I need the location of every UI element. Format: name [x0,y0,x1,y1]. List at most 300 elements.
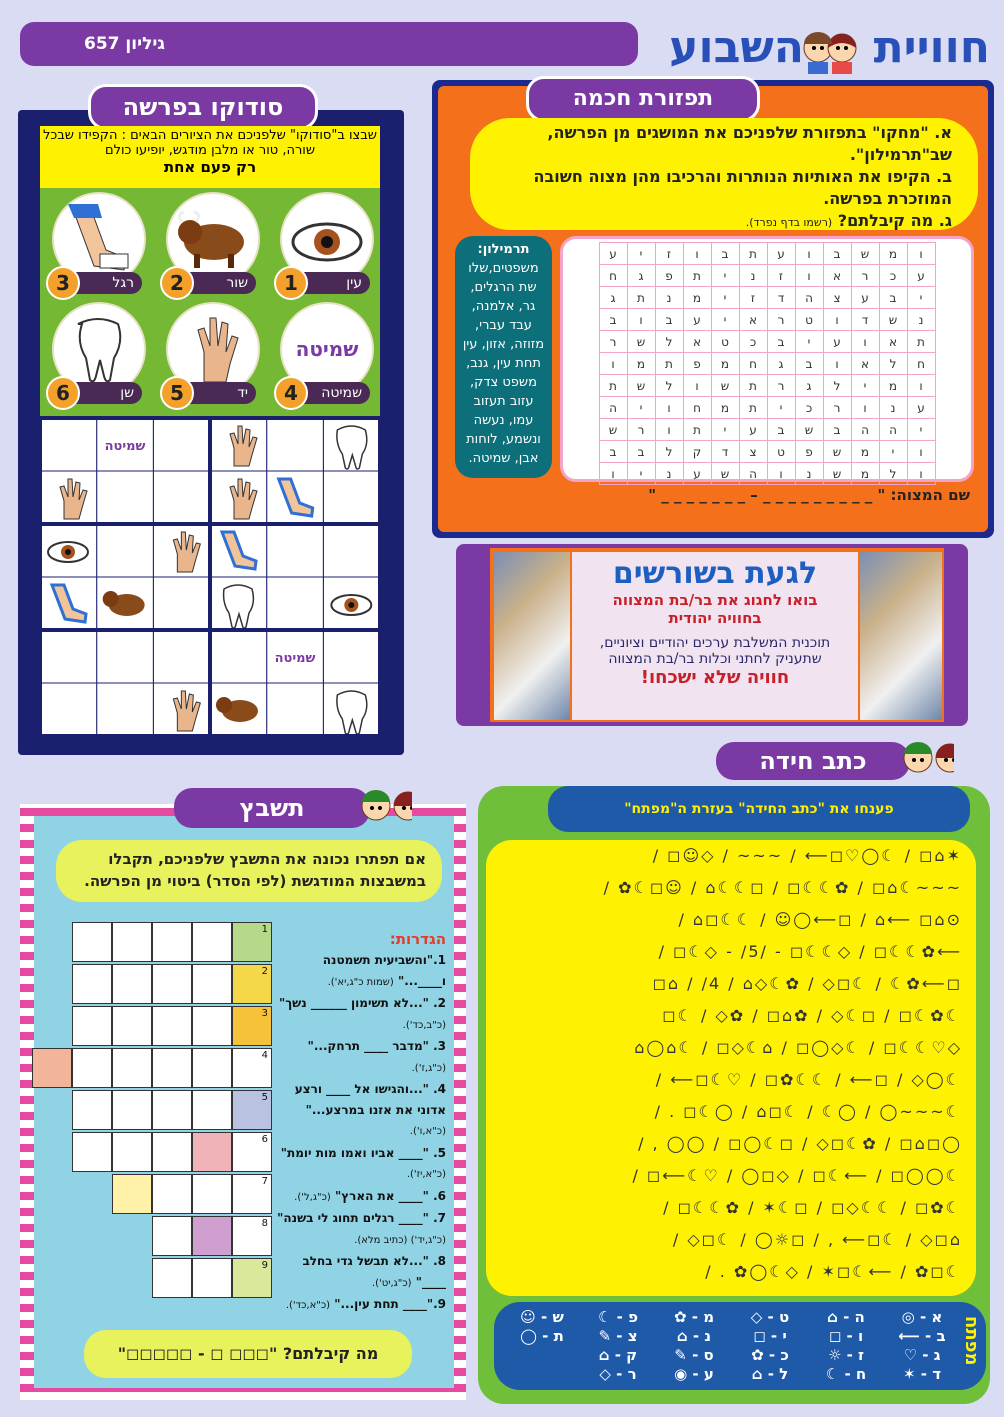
cipher-line: ⊙⌂◻ ⟵⌂ / ◻⟵◯☺ / ☾☾◻⌂ / [678,910,962,929]
wordsearch-cell[interactable]: א [683,331,711,353]
wordsearch-cell[interactable]: י [851,375,879,397]
sudoku-cell[interactable] [97,630,154,683]
key-entry: ס - ✎ [674,1346,714,1364]
logo-text-top: חוויית [873,22,990,73]
legend-number: 3 [46,266,80,300]
logo [660,12,990,84]
wordsearch-cell[interactable]: ב [879,287,907,309]
crossword-defs-title: הגדרות: [389,930,446,948]
wordsearch-cell[interactable]: י [879,441,907,463]
wordsearch-cell[interactable]: ר [823,397,851,419]
wordsearch-cell[interactable]: ו [823,309,851,331]
wordsearch-cell[interactable]: ת [739,243,767,265]
key-entry: ל - ⌂ [751,1365,789,1383]
wordsearch-cell[interactable]: ח [907,353,935,375]
def-ref: (כ"א,ו'). [409,1126,446,1137]
wordsearch-row [599,419,935,441]
crossword-cell[interactable] [152,1006,192,1046]
key-entry: צ - ✎ [598,1327,638,1345]
wordsearch-cell[interactable]: י [627,463,655,485]
crossword-cell[interactable] [192,964,232,1004]
sudoku-cell[interactable] [40,418,97,471]
def-ref: (כ"ג,ז'). [411,1062,446,1074]
wordsearch-cell[interactable]: י [627,243,655,265]
wordsearch-cell[interactable]: מ [683,287,711,309]
cell-number: 7 [261,1176,268,1187]
wordsearch-cell[interactable]: ד [767,287,795,309]
wordsearch-cell[interactable]: י [711,287,739,309]
sudoku-cell[interactable] [153,630,210,683]
ad-photo-right [860,552,942,720]
crossword-cell[interactable] [152,1090,192,1130]
wordsearch-cell[interactable]: ל [879,463,907,485]
def-ref: (שמות כ"ג,יא'). [327,976,394,988]
key-entry: א - ◎ [901,1308,943,1326]
wordsearch-cell[interactable]: מ [879,243,907,265]
wordsearch-row [599,375,935,397]
wordsearch-cell[interactable]: ו [907,463,935,485]
legend-item-ox [158,192,262,300]
ad-title: לגעת בשורשים [612,556,818,591]
crossword-cell[interactable] [152,1132,192,1172]
crossword-instructions: אם תפתרו נכונה את התשבץ שלפניכם, תקבלו במשבצות המודגשת (לפי הסדר) ביטוי מן הפרשה. [56,840,442,902]
cipher-key-label: מפתח [961,1316,982,1366]
cipher-line: ☾◻✿ / ⟵☾◻✶ / ◇☾◯✿ . / [705,1262,962,1281]
sudoku-shmita-text: שמיטה [104,439,146,454]
sudoku-grid-svg[interactable] [40,418,380,736]
wordsearch-cell[interactable]: ג [795,375,823,397]
def-ref: (כ"ג,יט'). [371,1277,412,1289]
wordsearch-cell[interactable]: ו [851,397,879,419]
wordsearch-row [599,441,935,463]
wordsearch-cell[interactable]: ת [739,375,767,397]
key-entry: נ - ⌂ [676,1327,712,1345]
wordsearch-cell[interactable]: א [879,331,907,353]
wordsearch-cell[interactable]: ע [739,419,767,441]
crossword-cell[interactable] [72,1006,112,1046]
ad-body-1: תוכנית המשלבת ערכים יהודיים וציוניים, [599,635,831,651]
wordsearch-cell[interactable]: ה [739,463,767,485]
wordsearch-cell[interactable]: ו [655,397,683,419]
crossword-cell[interactable] [112,1006,152,1046]
legend-number: 6 [46,376,80,410]
wordsearch-cell[interactable]: מ [879,375,907,397]
key-column [818,1308,874,1384]
key-entry: ג - ♡ [903,1346,941,1364]
wordsearch-cell[interactable]: ש [627,331,655,353]
kids-icon [802,18,858,76]
crossword-cell[interactable] [192,1174,232,1214]
crossword-cell[interactable] [72,922,112,962]
crossword-cell[interactable] [232,922,272,962]
ad-cta[interactable]: חוויה שלא ישכחו! [640,667,790,688]
cipher-line: ☾✿☾◻ / ◻☾◇ / ✿⌂◻ / ✿◇ / ☾◻ [662,1006,962,1025]
crossword-cell[interactable] [232,1258,272,1298]
crossword-cell[interactable] [232,1174,272,1214]
sudoku-cell[interactable] [323,630,380,683]
wordsearch-cell[interactable]: ו [851,331,879,353]
crossword-cell[interactable] [152,964,192,1004]
key-entry: פ - ☾ [598,1308,638,1326]
wordsearch-cell[interactable]: ת [739,397,767,419]
key-entry: ז - ☼ [827,1346,865,1364]
wordsearch-cell[interactable]: ה [851,419,879,441]
wordsearch-cell[interactable]: ע [823,331,851,353]
crossword-cell[interactable] [152,1048,192,1088]
wordsearch-cell[interactable]: ר [851,265,879,287]
wordsearch-cell[interactable]: ו [795,243,823,265]
ad-photo-left [494,552,570,720]
def-text: 7. "____ רגלים תחוג לי בשנה" [277,1211,446,1225]
wordsearch-cell[interactable]: פ [795,441,823,463]
sudoku-cell[interactable] [267,418,324,471]
wordsearch-cell[interactable]: א [823,265,851,287]
wordsearch-cell[interactable]: ב [655,309,683,331]
wordsearch-cell[interactable]: ת [683,419,711,441]
cipher-line: ⌂◻◇ / ☾◻⟵ , / ◻☼◯ / ☾◻◇ / [672,1230,962,1249]
wordsearch-cell[interactable]: ב [767,419,795,441]
crossword-cell[interactable] [112,1174,152,1214]
crossword-cell[interactable] [232,1048,272,1088]
key-entry: ש - ☺ [520,1308,564,1326]
wordsearch-cell[interactable]: ת [655,353,683,375]
cipher-line: ~~~☾⌂◻ / ✿☾☾◻ / ◻☾☾⌂ / ☺◻☾✿ / [603,878,962,897]
legend-number: 5 [160,376,194,410]
wordsearch-cell[interactable]: ו [907,441,935,463]
wordsearch-step-a: א. "מחקו" בתפזורת שלפניכם את המושגים מן הפרשה, שב"תרמילון". [547,123,952,164]
wordsearch-cell[interactable]: ט [767,441,795,463]
wordsearch-cell[interactable]: י [795,331,823,353]
def-text: 5. "____ אביו ואמו מות יומת" [280,1145,446,1160]
crossword-cell[interactable] [192,1258,232,1298]
wordsearch-row [599,463,935,485]
wordsearch-cell[interactable]: ב [823,243,851,265]
crossword-cell[interactable] [112,1132,152,1172]
cipher-line: ☾◯◯◻ / ⟵☾◻ / ◇◻◯ / ♡☾⟵◻ / [632,1166,962,1185]
wordsearch-cell[interactable]: מ [851,441,879,463]
sudoku-instructions [40,126,380,188]
crossword-cell[interactable] [112,964,152,1004]
cell-number: 8 [261,1218,268,1229]
legend-number: 1 [274,266,308,300]
sudoku-cell[interactable] [97,471,154,524]
wordsearch-cell[interactable]: א [851,353,879,375]
crossword-cell[interactable] [112,1090,152,1130]
crossword-cell[interactable] [72,964,112,1004]
crossword-cell[interactable] [232,1132,272,1172]
wordsearch-cell[interactable]: ח [599,265,627,287]
wordsearch-row [599,265,935,287]
wordsearch-cell[interactable]: ר [627,419,655,441]
crossword-cell[interactable] [72,1090,112,1130]
wordsearch-cell[interactable]: מ [711,353,739,375]
ad-text-area [572,552,858,720]
sudoku-eye-icon [331,595,371,615]
wordsearch-cell[interactable]: נ [739,265,767,287]
crossword-cell[interactable] [72,1048,112,1088]
sudoku-title: סודוקו בפרשה [88,84,318,130]
wordsearch-cell[interactable]: ו [907,375,935,397]
def-text: 4. "...והגישו אל ____ ורצע אדוני את אזנו במרצע..." [294,1082,446,1117]
riddle-cipher-area [486,840,976,1296]
sudoku-cell[interactable] [267,524,324,577]
wordsearch-cell[interactable]: ת [599,375,627,397]
wordsearch-cell[interactable]: ה [879,419,907,441]
wordsearch-cell[interactable]: ק [683,441,711,463]
crossword-cell[interactable] [112,922,152,962]
crossword-cell[interactable] [152,1258,192,1298]
sudoku-cell[interactable] [97,683,154,736]
wordsearch-cell[interactable]: ש [627,375,655,397]
wordsearch-cell[interactable]: י [767,397,795,419]
crossword-cell[interactable] [152,1216,192,1256]
wordsearch-cell[interactable]: ע [683,309,711,331]
wordsearch-cell[interactable]: ד [711,441,739,463]
wordsearch-cell[interactable]: ו [599,463,627,485]
wordsearch-cell[interactable]: נ [795,463,823,485]
key-column [742,1308,798,1384]
issue-bar [20,22,638,66]
sudoku-cell[interactable] [323,524,380,577]
wordsearch-cell[interactable]: י [711,309,739,331]
wordsearch-cell[interactable]: פ [683,353,711,375]
wordsearch-cell[interactable]: מ [851,463,879,485]
wordsearch-cell[interactable]: י [627,397,655,419]
wordsearch-cell[interactable]: ת [627,287,655,309]
mitzvah-answer-line[interactable]: שם המצוה: " _ _ _ _ _ _ _ _ _ – _ _ _ _ _ _ _ " [648,486,970,504]
wordsearch-cell[interactable]: ו [655,419,683,441]
crossword-title: תשבץ [174,788,370,828]
wordsearch-cell[interactable]: ל [655,375,683,397]
wordsearch-cell[interactable]: ב [795,353,823,375]
cipher-line: ☾◯◇ / ◻⟵ / ☾☾✿◻ / ♡☾◻⟵ / [655,1070,962,1089]
key-entry: כ - ✿ [751,1346,789,1364]
wordsearch-cell[interactable]: ע [851,287,879,309]
crossword-cell[interactable] [152,922,192,962]
wordsearch-cell[interactable]: י [711,265,739,287]
cell-number: 9 [261,1260,268,1271]
wordsearch-cell[interactable]: נ [655,463,683,485]
crossword-cell[interactable] [112,1048,152,1088]
cipher-key [494,1302,986,1390]
wordsearch-cell[interactable]: ב [711,243,739,265]
wordsearch-cell[interactable]: ח [683,397,711,419]
wordsearch-note: (רשמו בדף נפרד). [745,216,833,229]
wordsearch-cell[interactable]: ל [879,353,907,375]
crossword-cell[interactable] [192,1132,232,1172]
wordsearch-title: תפזורת חכמה [526,76,760,122]
wordsearch-cell[interactable]: ו [683,375,711,397]
wordsearch-cell[interactable]: ח [739,353,767,375]
wordsearch-cell[interactable]: צ [823,287,851,309]
def-ref: (כ"ג,יד') (כתיב מלא). [354,1234,446,1246]
wordsearch-cell[interactable]: ל [823,375,851,397]
wordsearch-cell[interactable]: ב [823,419,851,441]
ad-body-2: שתעניק לחתני וכלות בר/בת המצווה [608,651,822,667]
wordsearch-cell[interactable]: ש [711,463,739,485]
wordsearch-cell[interactable]: ו [767,463,795,485]
key-column [666,1308,722,1384]
crossword-grid[interactable] [32,922,276,1302]
crossword-cell[interactable] [232,964,272,1004]
wordsearch-cell[interactable]: ל [655,441,683,463]
sudoku-cell[interactable] [210,630,267,683]
wordsearch-cell[interactable]: ל [655,331,683,353]
wordsearch-cell[interactable]: כ [879,265,907,287]
wordsearch-cell[interactable]: ו [683,243,711,265]
wordsearch-cell[interactable]: ט [711,331,739,353]
wordsearch-cell[interactable]: ד [851,309,879,331]
wordsearch-cell[interactable]: ה [795,287,823,309]
sudoku-cell[interactable] [153,418,210,471]
crossword-cell[interactable] [192,1048,232,1088]
logo-text-bottom: השבוע [669,22,804,73]
wordsearch-cell[interactable]: ו [627,309,655,331]
sudoku-instructions-text: שבצו ב"סודוקו" שלפניכם את הציורים הבאים : הקפידו שבכל שורה, טור או מלבן מודגש, יופיעו כולם [43,128,377,158]
cipher-line: ◯◻⌂◻ / ✿☾◻◇ / ◻☾◯◻ / ◯◯ , / [638,1134,962,1153]
wordsearch-cell[interactable]: ש [599,419,627,441]
cipher-line: ⟵✿☾☾◻ / ◇☾☾◻ - /5/ - ◇☾◻ / [658,942,962,961]
wordsearch-cell[interactable]: ר [767,375,795,397]
ad-subtitle-2: בחוויה יהודית [668,609,762,627]
wordsearch-cell[interactable]: ש [851,243,879,265]
def-ref: (כ"ב,כד'). [402,1019,446,1031]
wordsearch-cell[interactable]: י [907,419,935,441]
wordsearch-cell[interactable]: ת [683,265,711,287]
crossword-cell[interactable] [232,1216,272,1256]
wordsearch-cell[interactable]: ו [599,353,627,375]
wordsearch-cell[interactable]: ב [599,309,627,331]
key-entry: ח - ☾ [825,1365,867,1383]
def-text: 6. "____ את הארץ" [334,1188,446,1203]
wordsearch-cell[interactable]: נ [879,397,907,419]
sudoku-eye-icon [48,542,88,562]
sudoku-cell[interactable] [267,577,324,630]
wordsearch-cell[interactable]: נ [907,309,935,331]
crossword-cell[interactable] [232,1090,272,1130]
wordsearch-cell[interactable]: פ [655,265,683,287]
wordsearch-cell[interactable]: ה [599,397,627,419]
wordsearch-step-c: ג. מה קיבלתם? [837,211,952,230]
wordsearch-cell[interactable]: נ [655,287,683,309]
wordsearch-cell[interactable]: ש [795,419,823,441]
wordsearch-cell[interactable]: ז [767,265,795,287]
wordsearch-cell[interactable]: ע [683,463,711,485]
def-text: 1."והשביעית תשמטנה ו____..." [322,953,446,988]
wordsearch-cell[interactable]: ב [627,441,655,463]
wordsearch-cell[interactable]: ג [627,265,655,287]
trmilon-title: תרמילון: [477,242,530,257]
wordsearch-cell[interactable]: ת [907,331,935,353]
wordsearch-cell[interactable]: ע [907,265,935,287]
key-column [514,1308,570,1346]
legend-label: שמיטה [286,382,370,404]
wordsearch-cell[interactable]: ר [599,331,627,353]
wordsearch-cell[interactable]: ז [655,243,683,265]
wordsearch-cell[interactable]: מ [711,397,739,419]
wordsearch-cell[interactable]: ר [767,309,795,331]
wordsearch-grid[interactable] [560,236,974,482]
wordsearch-cell[interactable]: ש [823,463,851,485]
wordsearch-cell[interactable]: ו [907,243,935,265]
sudoku-cell[interactable] [323,471,380,524]
crossword-question[interactable]: מה קיבלתם? "◻◻◻ ◻ - ◻◻◻◻◻" [84,1330,412,1378]
wordsearch-cell[interactable]: ז [739,287,767,309]
wordsearch-cell[interactable]: ש [711,375,739,397]
def-text: 8. "...לא תבשל גדי בחלב ____" [302,1254,446,1289]
key-entry: מ - ✿ [673,1308,715,1326]
wordsearch-cell[interactable]: ע [767,243,795,265]
sudoku-cell[interactable] [40,630,97,683]
wordsearch-cell[interactable]: כ [795,397,823,419]
def-ref: (כ"ג,ל'). [294,1191,331,1203]
wordsearch-cell[interactable]: ש [879,309,907,331]
crossword-cell[interactable] [192,922,232,962]
wordsearch-cell[interactable]: כ [739,331,767,353]
wordsearch-cell[interactable]: א [739,309,767,331]
sudoku-instructions-emph: רק פעם אחת [163,158,257,176]
wordsearch-cell[interactable]: ע [907,397,935,419]
sudoku-cell[interactable] [153,577,210,630]
wordsearch-cell[interactable]: ש [823,441,851,463]
sudoku-shmita-text: שמיטה [274,651,316,666]
wordsearch-cell[interactable]: ג [767,353,795,375]
wordsearch-cell[interactable]: ב [599,441,627,463]
wordsearch-cell[interactable]: ו [795,265,823,287]
wordsearch-cell[interactable]: ו [823,353,851,375]
crossword-cell[interactable] [72,1132,112,1172]
crossword-cell[interactable] [232,1006,272,1046]
trmilon-box [455,236,552,478]
sudoku-cell[interactable] [153,471,210,524]
crossword-cell[interactable] [192,1216,232,1256]
key-column [590,1308,646,1384]
crossword-cell[interactable] [32,1048,72,1088]
cipher-line: ☾~~~◯ / ◯☾ / ☾◻⌂ / ◯☾◻ . / [654,1102,962,1121]
cipher-line: ◻⟵✿☾ / ☾◻◇ / ✿☾◇⌂ / 4/ / ⌂◻ [652,974,962,993]
wordsearch-cell[interactable]: י [907,287,935,309]
crossword-cell[interactable] [152,1174,192,1214]
wordsearch-row [599,287,935,309]
legend-item-leg [44,192,148,300]
legend-label: רגל [58,272,142,294]
wordsearch-cell[interactable]: ט [795,309,823,331]
wordsearch-cell[interactable]: מ [627,353,655,375]
key-entry: ר - ◇ [599,1365,637,1383]
kids-icon [356,778,412,826]
riddle-banner: פענחו את "כתב החידה" בעזרת ה"מפתח" [548,786,970,832]
wordsearch-cell[interactable]: י [711,419,739,441]
sudoku-cell[interactable] [267,683,324,736]
wordsearch-step-b: ב. הקיפו את האותיות הנותרות והרכיבו מהן מצוה חשובה המוזכרת בפרשה. [533,167,952,208]
wordsearch-cell[interactable]: ע [599,243,627,265]
key-entry: ד - ✶ [902,1365,942,1383]
issue-number: גיליון 657 [84,34,165,54]
wordsearch-row [599,243,935,265]
legend-number: 4 [274,376,308,410]
wordsearch-cell[interactable]: צ [739,441,767,463]
crossword-cell[interactable] [192,1006,232,1046]
key-entry: ב - ⟵ [898,1327,946,1345]
wordsearch-cell[interactable]: ג [599,287,627,309]
sudoku-grid[interactable] [40,418,380,736]
ad-subtitle-1: בואו לחגוג את בר/בת המצווה [612,591,818,609]
wordsearch-cell[interactable]: ב [767,331,795,353]
sudoku-cell[interactable] [97,524,154,577]
crossword-cell[interactable] [192,1090,232,1130]
crossword-definitions [274,950,446,1317]
sudoku-cell[interactable] [40,683,97,736]
